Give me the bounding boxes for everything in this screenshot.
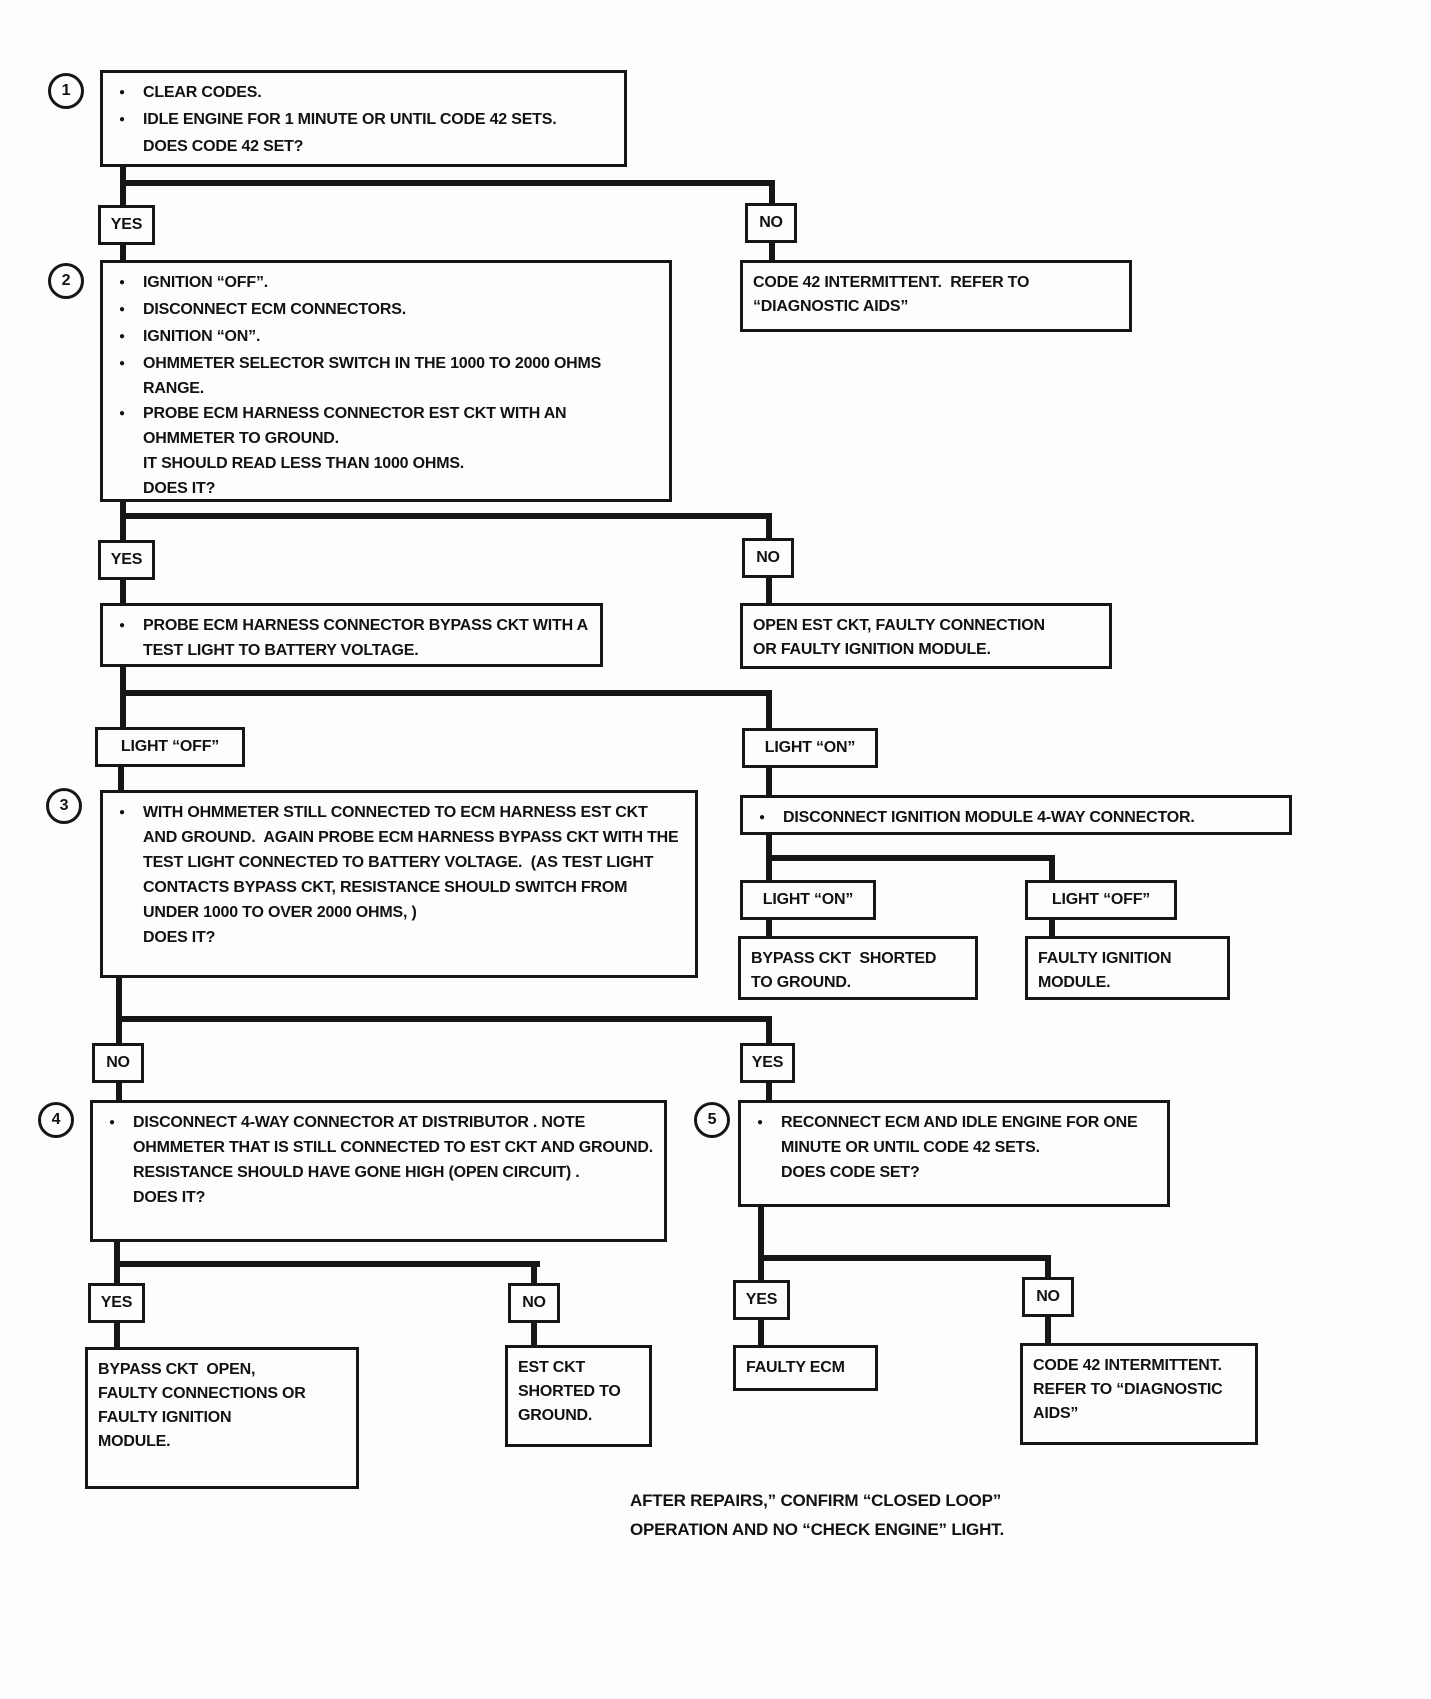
connector-line bbox=[120, 667, 126, 729]
bullet-spacer bbox=[753, 1160, 781, 1185]
result-text: REFER TO “DIAGNOSTIC bbox=[1033, 1381, 1223, 1398]
result-text: BYPASS CKT OPEN, bbox=[98, 1361, 256, 1378]
connector-line bbox=[120, 690, 772, 696]
branch-light-off-1: LIGHT “OFF” bbox=[95, 727, 245, 767]
result-text: FAULTY IGNITION bbox=[1038, 950, 1172, 967]
bullet-spacer bbox=[115, 476, 143, 501]
connector-line bbox=[758, 1320, 764, 1347]
bullet-icon bbox=[115, 401, 143, 451]
branch-no-3: NO bbox=[92, 1043, 144, 1083]
connector-line bbox=[766, 690, 772, 730]
connector-line bbox=[118, 763, 124, 792]
connector-line bbox=[116, 978, 122, 1045]
bullet-icon bbox=[115, 324, 143, 351]
connector-line bbox=[116, 1016, 772, 1022]
step5-box bbox=[738, 1100, 1170, 1207]
bullet-icon bbox=[115, 351, 143, 401]
step1-instruction: CLEAR CODES. bbox=[143, 84, 262, 101]
result-text: CODE 42 INTERMITTENT. bbox=[1033, 1357, 1222, 1374]
probe-bypass-instruction: PROBE ECM HARNESS CONNECTOR BYPASS CKT WITH A TEST LIGHT TO BATTERY VOLTAGE. bbox=[143, 617, 592, 659]
branch-no-1: NO bbox=[745, 203, 797, 243]
bypass-shorted-box bbox=[738, 936, 978, 1000]
step1-instruction: IDLE ENGINE FOR 1 MINUTE OR UNTIL CODE 42 SETS. bbox=[143, 111, 557, 128]
step2-instruction: PROBE ECM HARNESS CONNECTOR EST CKT WITH AN OHMMETER TO GROUND. bbox=[143, 405, 571, 447]
result-text: OPEN EST CKT, FAULTY CONNECTION bbox=[753, 617, 1045, 634]
bullet-spacer bbox=[115, 451, 143, 476]
bullet-spacer bbox=[115, 134, 143, 159]
branch-no-4: NO bbox=[508, 1283, 560, 1323]
bullet-icon bbox=[115, 270, 143, 297]
step2-instruction: IGNITION “OFF”. bbox=[143, 274, 268, 291]
bullet-icon bbox=[115, 613, 143, 663]
result-text: AIDS” bbox=[1033, 1405, 1079, 1422]
bullet-icon bbox=[115, 297, 143, 324]
bullet-spacer bbox=[105, 1185, 133, 1210]
step-circle-3: 3 bbox=[46, 788, 82, 824]
bullet-icon bbox=[105, 1110, 133, 1185]
footer-note bbox=[630, 1486, 1004, 1544]
connector-line bbox=[766, 855, 1055, 861]
step5-instruction: RECONNECT ECM AND IDLE ENGINE FOR ONE MINUTE OR UNTIL CODE 42 SETS. bbox=[781, 1114, 1142, 1156]
connector-line bbox=[766, 764, 772, 797]
connector-line bbox=[766, 513, 772, 540]
step4-question: DOES IT? bbox=[133, 1189, 206, 1206]
step2-box bbox=[100, 260, 672, 502]
step-circle-1: 1 bbox=[48, 73, 84, 109]
result-text: FAULTY ECM bbox=[746, 1359, 845, 1376]
result-text: SHORTED TO bbox=[518, 1383, 621, 1400]
step3-question: DOES IT? bbox=[143, 929, 216, 946]
result-text: TO GROUND. bbox=[751, 974, 851, 991]
branch-light-on-2: LIGHT “ON” bbox=[740, 880, 876, 920]
connector-line bbox=[120, 513, 772, 519]
step2-note: IT SHOULD READ LESS THAN 1000 OHMS. bbox=[143, 455, 465, 472]
connector-line bbox=[114, 1323, 120, 1349]
bullet-icon bbox=[753, 1110, 781, 1160]
branch-yes-3: YES bbox=[740, 1043, 795, 1083]
step4-box bbox=[90, 1100, 667, 1242]
bullet-icon bbox=[115, 80, 143, 107]
result-text: FAULTY IGNITION bbox=[98, 1409, 232, 1426]
step4-instruction: DISCONNECT 4-WAY CONNECTOR AT DISTRIBUTOR . NOTE OHMMETER THAT IS STILL CONNECTED TO EST CKT AND GROUND. RESISTANCE SHOULD HAVE GONE HIGH (OPEN CIRCUIT) . bbox=[133, 1114, 658, 1181]
footer-line: AFTER REPAIRS,” CONFIRM “CLOSED LOOP” bbox=[630, 1491, 1002, 1510]
connector-line bbox=[766, 578, 772, 605]
branch-yes-5: YES bbox=[733, 1280, 790, 1320]
result-text: FAULTY CONNECTIONS OR bbox=[98, 1385, 306, 1402]
result-text: OR FAULTY IGNITION MODULE. bbox=[753, 641, 991, 658]
result-text: EST CKT bbox=[518, 1359, 586, 1376]
connector-line bbox=[114, 1261, 540, 1267]
connector-line bbox=[531, 1261, 537, 1285]
branch-light-on-1: LIGHT “ON” bbox=[742, 728, 878, 768]
branch-light-off-2: LIGHT “OFF” bbox=[1025, 880, 1177, 920]
step2-instruction: IGNITION “ON”. bbox=[143, 328, 261, 345]
connector-line bbox=[120, 502, 126, 542]
result-text: “DIAGNOSTIC AIDS” bbox=[753, 298, 909, 315]
branch-yes-2: YES bbox=[98, 540, 155, 580]
step3-instruction: WITH OHMMETER STILL CONNECTED TO ECM HARNESS EST CKT AND GROUND. AGAIN PROBE ECM HARNESS BYPASS CKT WITH THE TEST LIGHT CONNECTED TO BATTERY VOLTAGE. (AS TEST LIGHT CONTACTS BYPASS CKT, RESISTANCE SHOULD SWITCH FROM UNDER 1000 TO OVER 2000 OHMS, ) bbox=[143, 804, 683, 921]
bullet-icon bbox=[755, 805, 783, 832]
branch-yes-4: YES bbox=[88, 1283, 145, 1323]
connector-line bbox=[758, 1207, 764, 1282]
open-est-ckt-box bbox=[740, 603, 1112, 669]
result-text: GROUND. bbox=[518, 1407, 593, 1424]
faulty-ignition-module-box bbox=[1025, 936, 1230, 1000]
connector-line bbox=[1049, 855, 1055, 882]
step1-question: DOES CODE 42 SET? bbox=[143, 138, 304, 155]
branch-no-2: NO bbox=[742, 538, 794, 578]
est-shorted-box bbox=[505, 1345, 652, 1447]
bypass-open-box bbox=[85, 1347, 359, 1489]
result-text: CODE 42 INTERMITTENT. REFER TO bbox=[753, 274, 1030, 291]
connector-line bbox=[758, 1255, 1051, 1261]
bullet-icon bbox=[115, 107, 143, 134]
disconnect-ignition-instruction: DISCONNECT IGNITION MODULE 4-WAY CONNECTOR. bbox=[783, 809, 1195, 826]
step5-question: DOES CODE SET? bbox=[781, 1164, 920, 1181]
code42-intermittent-box-2 bbox=[1020, 1343, 1258, 1445]
step1-box bbox=[100, 70, 627, 167]
result-text: MODULE. bbox=[98, 1433, 171, 1450]
code42-intermittent-box-1 bbox=[740, 260, 1132, 332]
step-circle-4: 4 bbox=[38, 1102, 74, 1138]
branch-no-5: NO bbox=[1022, 1277, 1074, 1317]
probe-bypass-box bbox=[100, 603, 603, 667]
footer-line: OPERATION AND NO “CHECK ENGINE” LIGHT. bbox=[630, 1520, 1004, 1539]
step3-box bbox=[100, 790, 698, 978]
step-circle-2: 2 bbox=[48, 263, 84, 299]
step2-instruction: DISCONNECT ECM CONNECTORS. bbox=[143, 301, 406, 318]
connector-line bbox=[120, 167, 126, 207]
bullet-icon bbox=[115, 800, 143, 925]
disconnect-ignition-box bbox=[740, 795, 1292, 835]
result-text: BYPASS CKT SHORTED bbox=[751, 950, 937, 967]
connector-line bbox=[1045, 1317, 1051, 1345]
connector-line bbox=[769, 241, 775, 262]
connector-line bbox=[1045, 1255, 1051, 1279]
step2-question: DOES IT? bbox=[143, 480, 216, 497]
result-text: MODULE. bbox=[1038, 974, 1111, 991]
step2-instruction: OHMMETER SELECTOR SWITCH IN THE 1000 TO 2000 OHMS RANGE. bbox=[143, 355, 606, 397]
branch-yes-1: YES bbox=[98, 205, 155, 245]
connector-line bbox=[766, 1016, 772, 1045]
connector-line bbox=[120, 180, 775, 186]
bullet-spacer bbox=[115, 925, 143, 950]
step-circle-5: 5 bbox=[694, 1102, 730, 1138]
connector-line bbox=[120, 580, 126, 605]
faulty-ecm-box bbox=[733, 1345, 878, 1391]
